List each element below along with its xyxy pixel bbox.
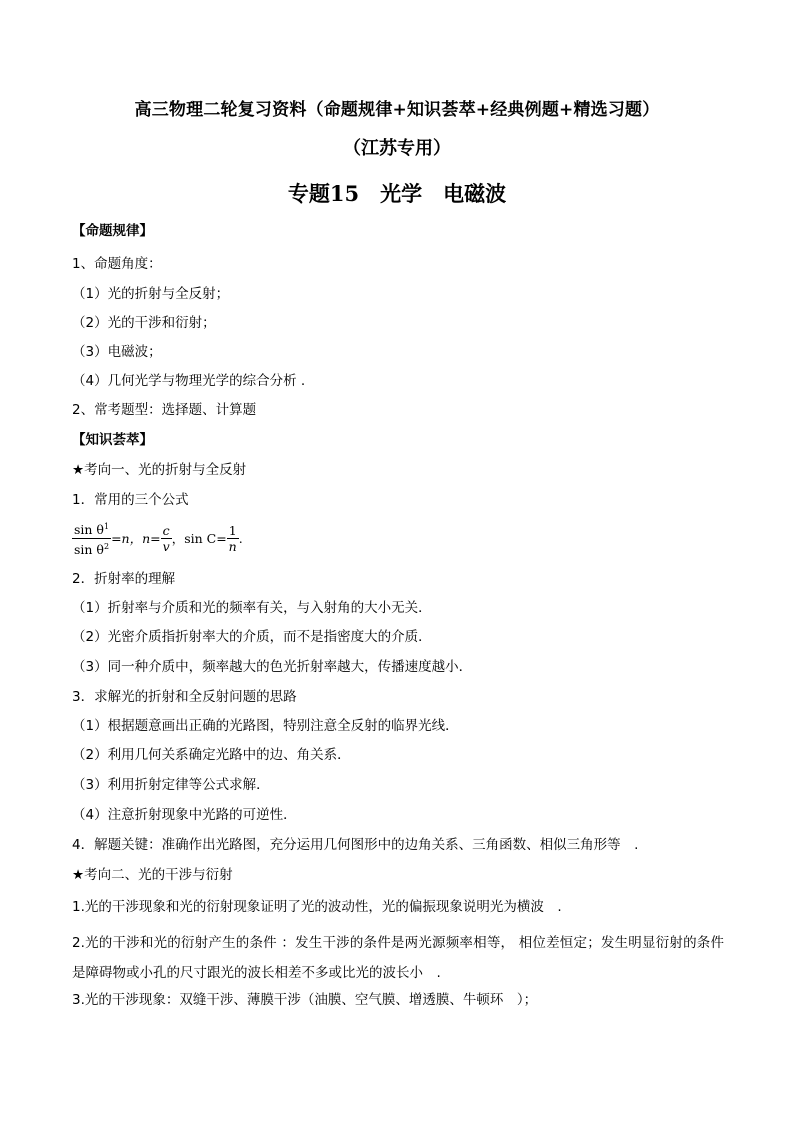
item-heading: 1．常用的三个公式: [72, 492, 189, 508]
sine-ratio-fraction: [72, 519, 111, 556]
rules-line: （3）电磁波；: [72, 344, 162, 360]
formula-text: sin θ: [74, 541, 104, 557]
formula-text: c: [162, 522, 170, 538]
formula-text: .: [238, 530, 243, 546]
formula-text: =n，n=: [111, 531, 161, 546]
item-heading: 4．解题关键：准确作出光路图，充分运用几何图形中的边角关系、三角函数、相似三角形等 .: [72, 837, 639, 853]
body-paragraph: 2.光的干涉和光的衍射产生的条件 ：发生干涉的条件是两光源频率相等， 相位差恒定；发生明显衍射的条件是障碍物或小孔的尺寸跟光的波长相差不多或比光的波长小 .: [72, 935, 724, 981]
body-line: （1）根据题意画出正确的光路图，特别注意全反射的临界光线．: [72, 718, 459, 734]
document-subtitle: （江苏专用）: [343, 138, 451, 159]
topic-heading: ★考向一、光的折射与全反射: [72, 462, 247, 478]
body-line: （2）光密介质指折射率大的介质，而不是指密度大的介质．: [72, 629, 432, 645]
formula-text: sin θ: [74, 522, 104, 538]
rules-line: （1）光的折射与全反射；: [72, 286, 230, 302]
formula-text: 1: [228, 522, 237, 538]
formula-text: 1: [103, 522, 110, 532]
section-heading-rules: 【命题规律】: [72, 223, 153, 239]
rules-line: （4）几何光学与物理光学的综合分析 .: [72, 373, 306, 389]
body-line: （3）同一种介质中，频率越大的色光折射率越大，传播速度越小．: [72, 659, 473, 675]
critical-angle-fraction: [227, 523, 239, 554]
formula-text: 2: [103, 541, 110, 551]
body-line: （4）注意折射现象中光路的可逆性．: [72, 807, 297, 823]
formula-text: n: [228, 538, 237, 554]
topic-title: 专题15 光学 电磁波: [287, 181, 507, 206]
topic-heading: ★考向二、光的干涉与衍射: [72, 867, 233, 883]
document-title: 高三物理二轮复习资料（命题规律+知识荟萃+经典例题+精选习题）: [134, 100, 660, 120]
rules-line: 2、常考题型：选择题、计算题: [72, 402, 257, 418]
body-line: （1）折射率与介质和光的频率有关，与入射角的大小无关．: [72, 600, 432, 616]
body-line: 3.光的干涉现象：双缝干涉、薄膜干涉（油膜、空气膜、增透膜、牛顿环 ）；: [72, 992, 538, 1008]
item-heading: 3．求解光的折射和全反射问题的思路: [72, 689, 297, 705]
body-line: 1.光的干涉现象和光的衍射现象证明了光的波动性，光的偏振现象说明光为横波 .: [72, 899, 562, 915]
rules-line: （2）光的干涉和衍射；: [72, 315, 216, 331]
body-line: （2）利用几何关系确定光路中的边、角关系．: [72, 747, 351, 763]
formula-text: v: [162, 538, 170, 554]
rules-line: 1、命题角度：: [72, 256, 162, 272]
body-line: （3）利用折射定律等公式求解．: [72, 777, 270, 793]
section-heading-knowledge: 【知识荟萃】: [72, 432, 153, 448]
speed-ratio-fraction: [161, 523, 172, 554]
item-heading: 2．折射率的理解: [72, 571, 176, 587]
formula-text: ，sin C=: [171, 531, 227, 546]
refraction-formulas: [72, 518, 243, 558]
